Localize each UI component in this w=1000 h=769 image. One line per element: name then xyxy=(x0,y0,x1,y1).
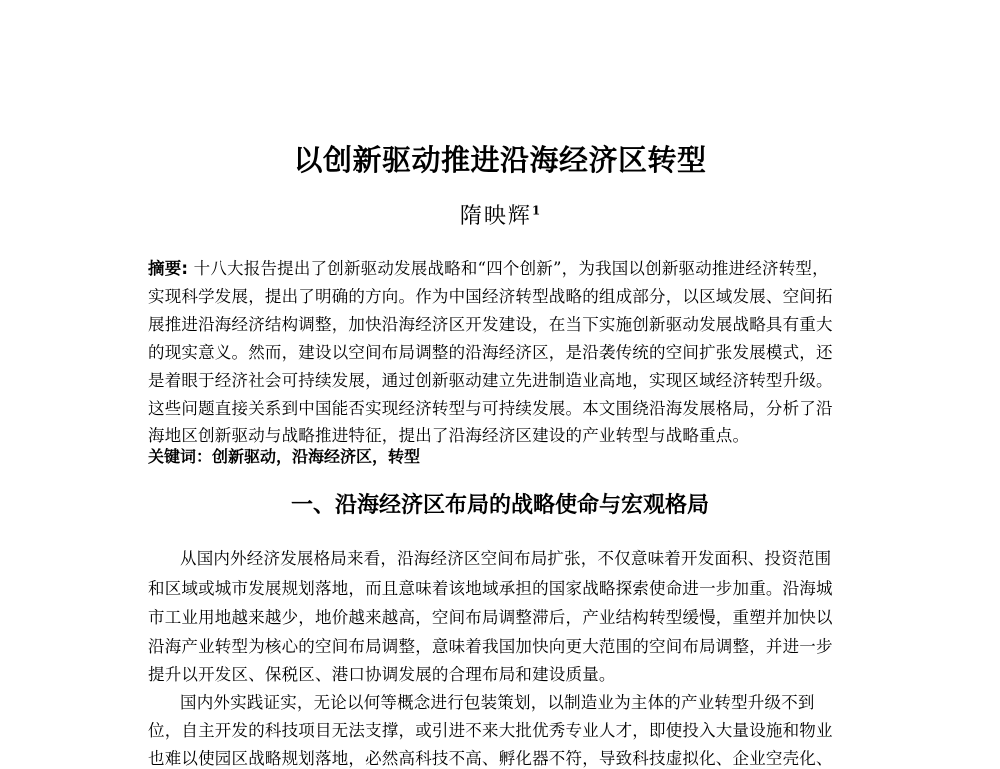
paper-title: 以创新驱动推进沿海经济区转型 xyxy=(293,143,707,177)
section-heading: 一、沿海经济区布局的战略使命与宏观格局 xyxy=(290,493,709,518)
keywords: 关键词：创新驱动，沿海经济区，转型 xyxy=(148,447,421,466)
body-line: 市工业用地越来越少，地价越来越高，空间布局调整滞后，产业结构转型缓慢，重塑并加快以 xyxy=(148,608,833,627)
abstract-line: 是着眼于经济社会可持续发展，通过创新驱动建立先进制造业高地，实现区域经济转型升级。 xyxy=(148,371,833,390)
abstract-line: 展推进沿海经济结构调整，加快沿海经济区开发建设，在当下实施创新驱动发展战略具有重大 xyxy=(148,315,833,334)
abstract-line: 这些问题直接关系到中国能否实现经济转型与可持续发展。本文围绕沿海发展格局，分析了沿 xyxy=(148,399,833,418)
body-line: 也难以使园区战略规划落地，必然高科技不高、孵化器不符，导致科技虚拟化、企业空壳化、 xyxy=(148,749,833,768)
abstract-text: 十八大报告提出了创新驱动发展战略和“四个创新”，为我国以创新驱动推进经济转型， xyxy=(193,259,829,278)
body-line: 提升以开发区、保税区、港口协调发展的合理布局和建设质量。 xyxy=(148,665,616,684)
body-line: 位，自主开发的科技项目无法支撑，或引进不来大批优秀专业人才，即使投入大量设施和物业 xyxy=(148,721,833,740)
body-line: 国内外实践证实，无论以何等概念进行包装策划，以制造业为主体的产业转型升级不到 xyxy=(180,693,815,712)
body-line: 从国内外经济发展格局来看，沿海经济区空间布局扩张，不仅意味着开发面积、投资范围 xyxy=(180,549,832,568)
abstract-line: 海地区创新驱动与战略推进特征，提出了沿海经济区建设的产业转型与战略重点。 xyxy=(148,426,750,445)
body-line: 和区域或城市发展规划落地，而且意味着该地域承担的国家战略探索使命进一步加重。沿海城 xyxy=(148,579,833,598)
author-name: 隋映辉 xyxy=(459,204,532,229)
author-line xyxy=(0,199,1000,230)
author-footnote-mark: 1 xyxy=(531,203,541,218)
abstract-line: 的现实意义。然而，建设以空间布局调整的沿海经济区，是沿袭传统的空间扩张发展模式，还 xyxy=(148,343,833,362)
abstract-label: 摘要: xyxy=(148,259,189,278)
abstract-line: 实现科学发展，提出了明确的方向。作为中国经济转型战略的组成部分，以区域发展、空间拓 xyxy=(148,287,833,306)
abstract-line xyxy=(148,255,888,279)
body-line: 沿海产业转型为核心的空间布局调整，意味着我国加快向更大范围的空间布局调整，并进一步 xyxy=(148,637,833,656)
